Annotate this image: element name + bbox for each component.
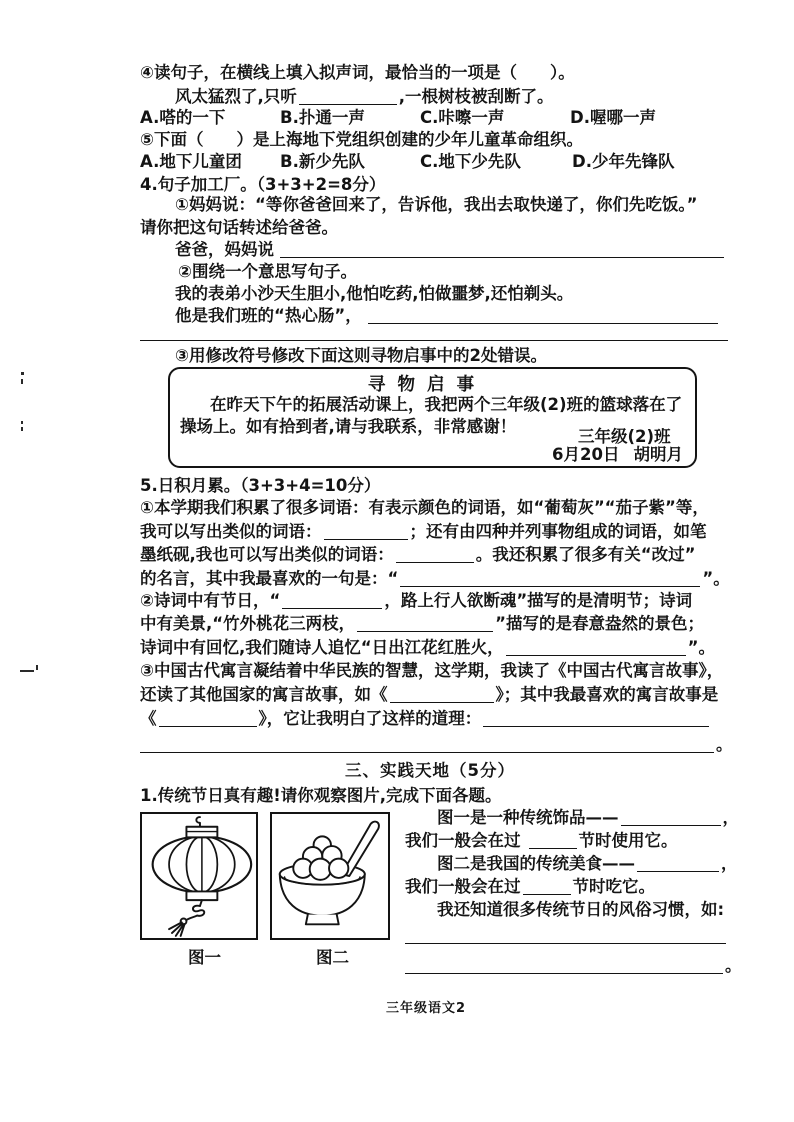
q4-option-a: A.嗒的一下	[140, 108, 226, 127]
s3-r3-after: ，	[721, 854, 738, 873]
notice-body-line1: 在昨天下午的拓展活动课上，我把两个三年级(2)班的篮球落在了	[210, 395, 683, 414]
q4-stem: ④读句子，在横线上填入拟声词，最恰当的一项是（ ）。	[140, 63, 575, 82]
answer-blank	[483, 711, 709, 727]
section5-heading: 5.日积月累。（3+3+4=10分）	[140, 476, 381, 495]
s4-item2-title: ②围绕一个意思写句子。	[178, 262, 357, 281]
tangyuan-bowl-icon	[272, 814, 388, 938]
s5-p1-line4-before: 的名言，其中我最喜欢的一句是：“	[140, 569, 399, 588]
answer-blank	[357, 616, 493, 632]
s3-r1-before: 图一是一种传统饰品——	[437, 808, 619, 827]
q5-option-a: A.地下儿童团	[140, 152, 242, 171]
s3-r4-before: 我们一般会在过	[405, 877, 521, 896]
notice-date: 6月20日	[552, 445, 620, 464]
answer-blank	[637, 856, 719, 872]
s5-p2-line2	[140, 613, 704, 635]
scan-mark	[36, 665, 38, 670]
answer-blank	[140, 737, 714, 753]
answer-blank	[523, 879, 571, 895]
s5-p1-line2-before: 我可以写出类似的词语：	[140, 522, 322, 541]
answer-blank	[280, 242, 724, 258]
answer-blank	[390, 687, 494, 703]
q4-sentence-after: ,一根树枝被刮断了。	[398, 87, 554, 106]
s5-p1-line3-after: 。我还积累了很多有关“改过”	[475, 545, 696, 564]
answer-blank	[529, 833, 577, 849]
s3-r1-after: ，	[722, 808, 739, 827]
tangyuan	[329, 859, 348, 878]
scan-mark	[20, 670, 34, 672]
answer-blank	[299, 89, 397, 105]
answer-blank	[282, 593, 382, 609]
s4-item1-answer	[175, 239, 726, 261]
s4-item1-answer-prefix: 爸爸，妈妈说	[175, 240, 274, 259]
q4-option-d: D.喔哪一声	[570, 108, 656, 127]
scan-mark	[21, 379, 23, 384]
section3-heading: 三、实践天地（5分）	[345, 761, 515, 780]
lantern-knot	[193, 906, 204, 916]
q5-option-b: B.新少先队	[280, 152, 365, 171]
s3-r4	[405, 876, 655, 898]
s5-p2-line1-before: ②诗词中有节日，“	[140, 591, 281, 610]
s5-p1-line2-after: ；还有由四种并列事物组成的词语，如笔	[409, 522, 707, 541]
lantern-icon	[142, 814, 256, 938]
s5-p3-line2-before: 还读了其他国家的寓言故事，如《	[140, 685, 388, 704]
scan-mark	[21, 372, 24, 375]
s5-p2-line3-after: ”。	[687, 638, 715, 657]
q4-option-b: B.扑通一声	[280, 108, 365, 127]
answer-blank	[396, 547, 474, 563]
s5-p3-line4	[140, 734, 733, 756]
answer-blank	[506, 640, 686, 656]
s5-p2-line3	[140, 637, 715, 659]
s3-r4-after: 节时吃它。	[572, 877, 655, 896]
s5-p3-line4-end: 。	[716, 735, 733, 754]
figure2-frame	[270, 812, 390, 940]
s5-p1-line4	[140, 568, 730, 590]
s4-item2-text: 我的表弟小沙天生胆小,他怕吃药,怕做噩梦,还怕剃头。	[175, 284, 574, 303]
q5-option-c: C.地下少先队	[420, 152, 521, 171]
figure1-frame	[140, 812, 258, 940]
s5-p1-line3	[140, 544, 695, 566]
s4-item1-instruction: 请你把这句话转述给爸爸。	[140, 218, 338, 237]
notice-signature	[552, 444, 683, 466]
notice-title: 寻 物 启 事	[367, 375, 478, 395]
section4-heading: 4.句子加工厂。（3+3+2=8分）	[140, 175, 386, 194]
s3-q1-title: 1.传统节日真有趣!请你观察图片,完成下面各题。	[140, 786, 502, 805]
answer-blank	[621, 810, 721, 826]
page-footer: 三年级语文2	[386, 1001, 467, 1016]
s4-item2-answer	[175, 305, 720, 327]
s3-r7-end: 。	[725, 956, 742, 975]
s5-p3-line3	[140, 708, 711, 730]
scan-mark	[21, 421, 23, 424]
s4-item1-quote: ①妈妈说：“等你爸爸回来了，告诉他，我出去取快递了，你们先吃饭。”	[175, 195, 698, 214]
s5-p3-line2	[140, 684, 718, 706]
s3-r5: 我还知道很多传统节日的风俗习惯，如:	[437, 900, 725, 919]
q5-stem: ⑤下面（ ）是上海地下党组织创建的少年儿童革命组织。	[140, 130, 583, 149]
s5-p2-line1	[140, 590, 692, 612]
s5-p1-line1: ①本学期我们积累了很多词语：有表示颜色的词语，如“葡萄灰”“茄子紫”等，	[140, 498, 709, 517]
notice-signer-class: 三年级(2)班	[578, 427, 671, 446]
s3-r2	[405, 830, 678, 852]
s5-p2-line2-after: ”描写的是春意盎然的景色；	[495, 614, 704, 633]
bowl-base	[306, 915, 339, 925]
lantern-cord	[185, 916, 197, 921]
answer-blank	[368, 308, 718, 324]
s5-p1-line2	[140, 521, 707, 543]
q5-option-d: D.少年先锋队	[572, 152, 675, 171]
s3-r2-after: 节时使用它。	[578, 831, 678, 850]
notice-body-line2: 操场上。如有拾到者,请与我联系，非常感谢！	[180, 417, 517, 436]
s5-p1-line3-before: 墨纸砚,我也可以写出类似的词语：	[140, 545, 394, 564]
s5-p2-line2-before: 中有美景,“竹外桃花三两枝，	[140, 614, 356, 633]
s5-p2-line1-after: ，路上行人欲断魂”描写的是清明节；诗词	[384, 591, 693, 610]
lantern-tassel	[169, 922, 184, 936]
answer-line	[405, 943, 726, 944]
s5-p3-line1: ③中国古代寓言凝结着中华民族的智慧，这学期，我读了《中国古代寓言故事》，	[140, 661, 724, 680]
lantern-bottom-cap	[186, 891, 217, 900]
s5-p2-line3-before: 诗词中有回忆,我们随诗人追忆“日出江花红胜火，	[140, 638, 504, 657]
s3-r3	[437, 853, 738, 875]
q4-sentence-before: 风太猛烈了,只听	[175, 87, 297, 106]
answer-blank	[324, 524, 408, 540]
s3-r1	[437, 807, 739, 829]
figure2-caption: 图二	[316, 948, 349, 967]
answer-blank	[405, 958, 723, 974]
s4-item2-answer-prefix: 他是我们班的“热心肠”，	[175, 306, 362, 325]
s3-r7	[405, 955, 742, 977]
s5-p3-line3-after: 》，它让我明白了这样的道理：	[258, 709, 482, 728]
answer-line	[140, 340, 728, 341]
answer-blank	[159, 711, 257, 727]
s3-r3-before: 图二是我国的传统美食——	[437, 854, 635, 873]
s4-item3-title: ③用修改符号修改下面这则寻物启事中的2处错误。	[175, 346, 547, 365]
s5-p1-line4-after: ”。	[702, 569, 730, 588]
s5-p3-line3-before: 《	[140, 709, 157, 728]
s3-r2-before: 我们一般会在过	[405, 831, 521, 850]
scan-mark	[21, 427, 23, 431]
s5-p3-line2-after: 》；其中我最喜欢的寓言故事是	[495, 685, 719, 704]
q4-option-c: C.咔嚓一声	[420, 108, 505, 127]
answer-blank	[400, 571, 700, 587]
tangyuan	[310, 859, 331, 880]
notice-signer-name: 胡明月	[633, 445, 683, 464]
q4-sentence	[175, 86, 554, 108]
figure1-caption: 图一	[188, 948, 221, 967]
